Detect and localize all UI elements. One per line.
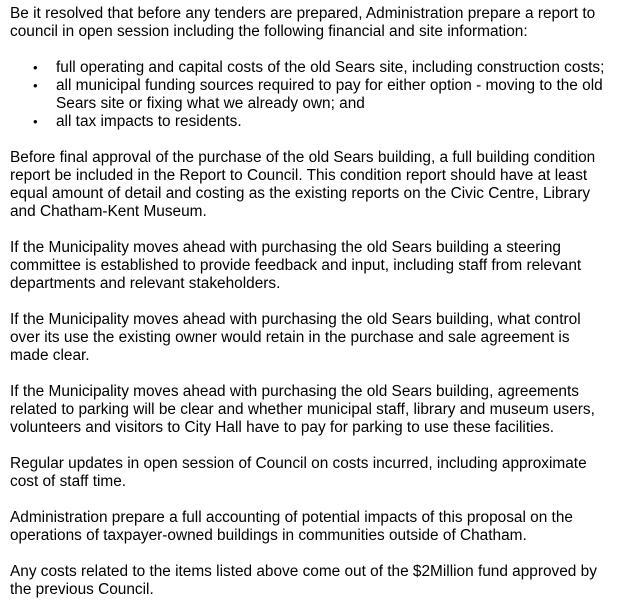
bullet-text: full operating and capital costs of the old Sears site, including construction costs;: [56, 59, 605, 76]
bullet-item: [10, 59, 632, 77]
bullet-text: all municipal funding sources required to pay for either option - moving to the old Sears site or fixing what we already own; and: [56, 77, 603, 112]
spacer: [10, 131, 632, 149]
spacer: [10, 491, 632, 509]
bullet-list: [10, 59, 632, 131]
document-body: [10, 5, 632, 599]
spacer: [10, 437, 632, 455]
spacer: [10, 41, 632, 59]
paragraph-full-accounting: Administration prepare a full accounting of potential impacts of this proposal on the operations of taxpayer-owned buildings in communities outside of Chatham.: [10, 509, 573, 544]
bullet-icon: •: [33, 114, 38, 129]
intro-paragraph: Be it resolved that before any tenders are prepared, Administration prepare a report to council in open session including the following financial and site information:: [10, 5, 596, 40]
paragraph-parking: If the Municipality moves ahead with purchasing the old Sears building, agreements related to parking will be clear and whether municipal staff, library and museum users, volunteers and visitors to City Hall have to pay for parking to use these facilities.: [10, 383, 595, 436]
bullet-icon: •: [33, 78, 38, 93]
spacer: [10, 365, 632, 383]
paragraph-condition-report: Before final approval of the purchase of the old Sears building, a full building condition report be included in the Report to Council. This condition report should have at least equal amount of detail and costing as the existing reports on the Civic Centre, Library and Chatham-Kent Museum.: [10, 149, 596, 220]
spacer: [10, 221, 632, 239]
bullet-text: all tax impacts to residents.: [56, 113, 242, 130]
bullet-item: [10, 77, 632, 113]
paragraph-regular-updates: Regular updates in open session of Council on costs incurred, including approximate cost of staff time.: [10, 455, 587, 490]
paragraph-owner-control: If the Municipality moves ahead with purchasing the old Sears building, what control over its use the existing owner would retain in the purchase and sale agreement is made clear.: [10, 311, 581, 364]
spacer: [10, 545, 632, 563]
bullet-icon: •: [33, 60, 38, 75]
paragraph-costs-fund: Any costs related to the items listed above come out of the $2Million fund approved by the previous Council.: [10, 563, 597, 598]
paragraph-steering-committee: If the Municipality moves ahead with purchasing the old Sears building a steering committee is established to provide feedback and input, including staff from relevant departments and relevant stakeholders.: [10, 239, 582, 292]
bullet-item: [10, 113, 632, 131]
spacer: [10, 293, 632, 311]
